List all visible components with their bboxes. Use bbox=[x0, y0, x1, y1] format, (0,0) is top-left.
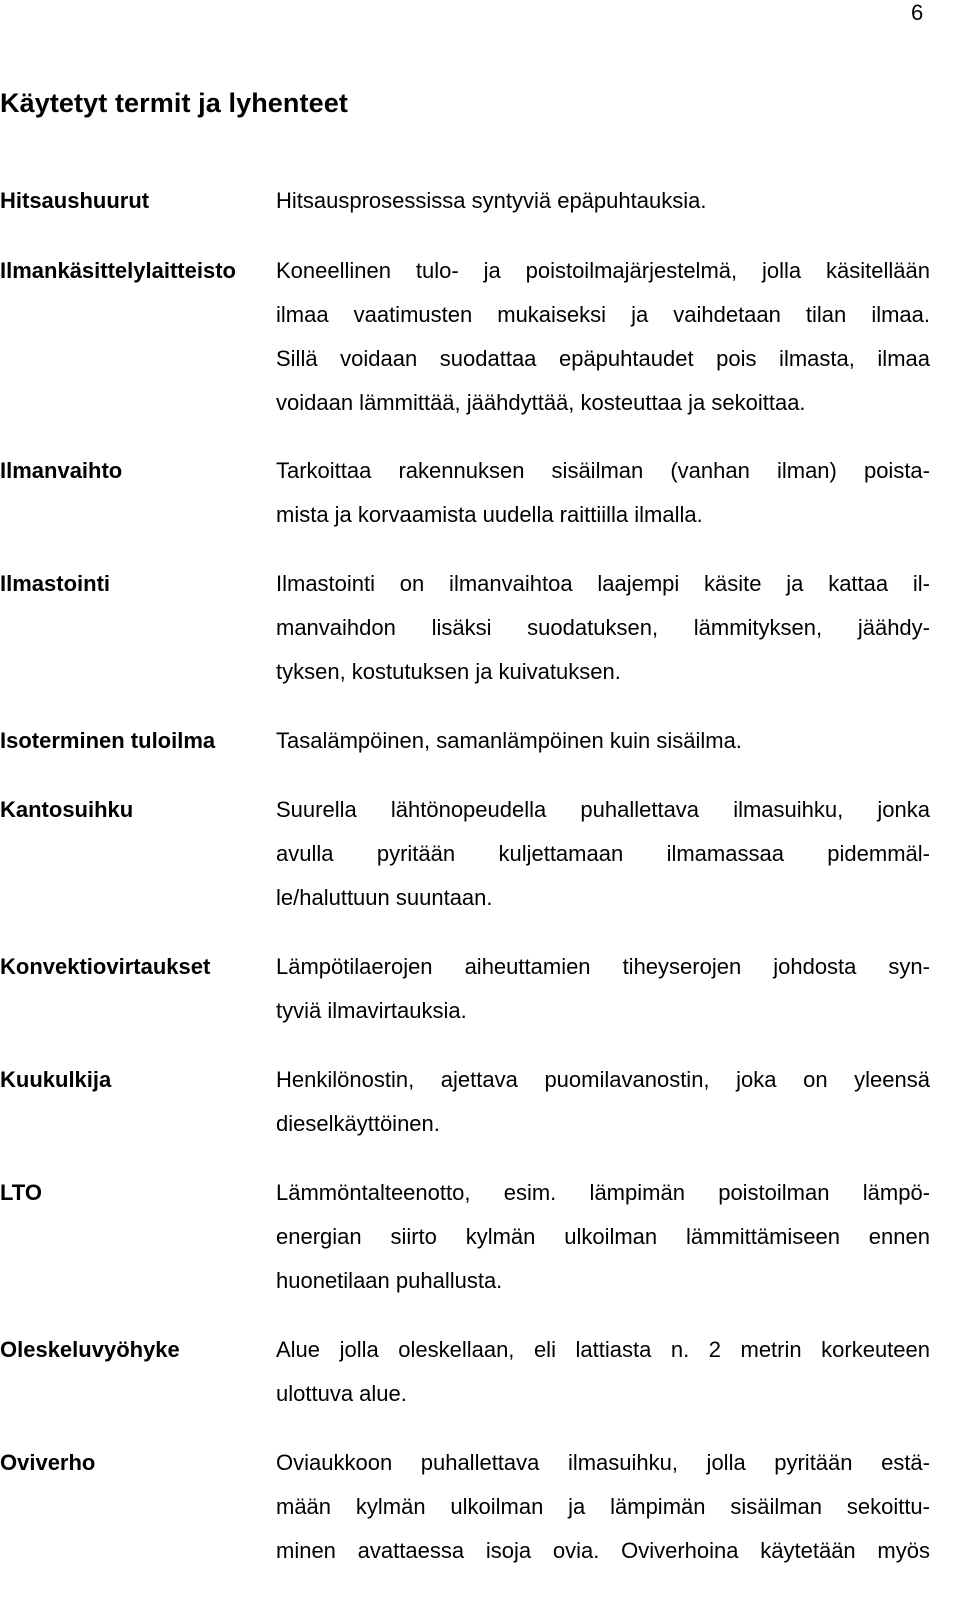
term-definition bbox=[276, 562, 930, 694]
definition-line: manvaihdon lisäksi suodatuksen, lämmityksen, jäähdy- bbox=[276, 615, 930, 640]
definition-line: Tarkoittaa rakennuksen sisäilman (vanhan ilman) poista- bbox=[276, 458, 930, 483]
definition-line: Koneellinen tulo- ja poistoilmajärjestelmä, jolla käsitellään bbox=[276, 258, 930, 283]
definition-line: avulla pyritään kuljettamaan ilmamassaa pidemmäl- bbox=[276, 841, 930, 866]
term-definition bbox=[276, 1441, 930, 1573]
term-definition bbox=[276, 179, 930, 223]
definition-line: mista ja korvaamista uudella raittiilla ilmalla. bbox=[276, 502, 703, 527]
definition-line: mään kylmän ulkoilman ja lämpimän sisäilman sekoittu- bbox=[276, 1494, 930, 1519]
definition-line: Tasalämpöinen, samanlämpöinen kuin sisäilma. bbox=[276, 728, 742, 753]
definition-line: tyviä ilmavirtauksia. bbox=[276, 998, 467, 1023]
definition-line: Ilmastointi on ilmanvaihtoa laajempi käsite ja kattaa il- bbox=[276, 571, 930, 596]
term-label: Hitsaushuurut bbox=[0, 188, 150, 213]
term-definition bbox=[276, 1328, 930, 1416]
definition-line: ilmaa vaatimusten mukaiseksi ja vaihdetaan tilan ilmaa. bbox=[276, 302, 930, 327]
term-label: Kuukulkija bbox=[0, 1067, 112, 1092]
definition-line: Lämpötilaerojen aiheuttamien tiheyserojen johdosta syn- bbox=[276, 954, 930, 979]
definition-line: le/haluttuun suuntaan. bbox=[276, 885, 493, 910]
definition-line: Lämmöntalteenotto, esim. lämpimän poistoilman lämpö- bbox=[276, 1180, 930, 1205]
term-label: Isoterminen tuloilma bbox=[0, 728, 216, 753]
term-label: Ilmanvaihto bbox=[0, 458, 123, 483]
definition-line: Suurella lähtönopeudella puhallettava ilmasuihku, jonka bbox=[276, 797, 930, 822]
term-label: Kantosuihku bbox=[0, 797, 134, 822]
term-label: Ilmankäsittelylaitteisto bbox=[0, 258, 236, 283]
term-label: LTO bbox=[0, 1180, 42, 1205]
definition-line: dieselkäyttöinen. bbox=[276, 1111, 440, 1136]
term-definition bbox=[276, 945, 930, 1033]
term-definition bbox=[276, 449, 930, 537]
definition-line: Alue jolla oleskellaan, eli lattiasta n. 2 metrin korkeuteen bbox=[276, 1337, 930, 1362]
term-label: Oviverho bbox=[0, 1450, 96, 1475]
term-label: Ilmastointi bbox=[0, 571, 111, 596]
definition-line: Hitsausprosessissa syntyviä epäpuhtauksia. bbox=[276, 188, 707, 213]
term-definition bbox=[276, 1058, 930, 1146]
definition-line: voidaan lämmittää, jäähdyttää, kosteuttaa ja sekoittaa. bbox=[276, 390, 806, 415]
term-definition bbox=[276, 249, 930, 425]
definition-line: tyksen, kostutuksen ja kuivatuksen. bbox=[276, 659, 621, 684]
term-definition bbox=[276, 1171, 930, 1303]
term-definition bbox=[276, 788, 930, 920]
term-label: Konvektiovirtaukset bbox=[0, 954, 211, 979]
term-definition bbox=[276, 719, 930, 763]
definition-line: Oviaukkoon puhallettava ilmasuihku, jolla pyritään estä- bbox=[276, 1450, 930, 1475]
definition-line: ulottuva alue. bbox=[276, 1381, 407, 1406]
definition-line: energian siirto kylmän ulkoilman lämmittämiseen ennen bbox=[276, 1224, 930, 1249]
term-label: Oleskeluvyöhyke bbox=[0, 1337, 180, 1362]
definition-line: huonetilaan puhallusta. bbox=[276, 1268, 503, 1293]
page-number: 6 bbox=[911, 0, 924, 25]
page-heading: Käytetyt termit ja lyhenteet bbox=[0, 88, 348, 118]
definition-line: Sillä voidaan suodattaa epäpuhtaudet pois ilmasta, ilmaa bbox=[276, 346, 930, 371]
definition-line: minen avattaessa isoja ovia. Oviverhoina käytetään myös bbox=[276, 1538, 930, 1563]
definition-line: Henkilönostin, ajettava puomilavanostin, joka on yleensä bbox=[276, 1067, 930, 1092]
